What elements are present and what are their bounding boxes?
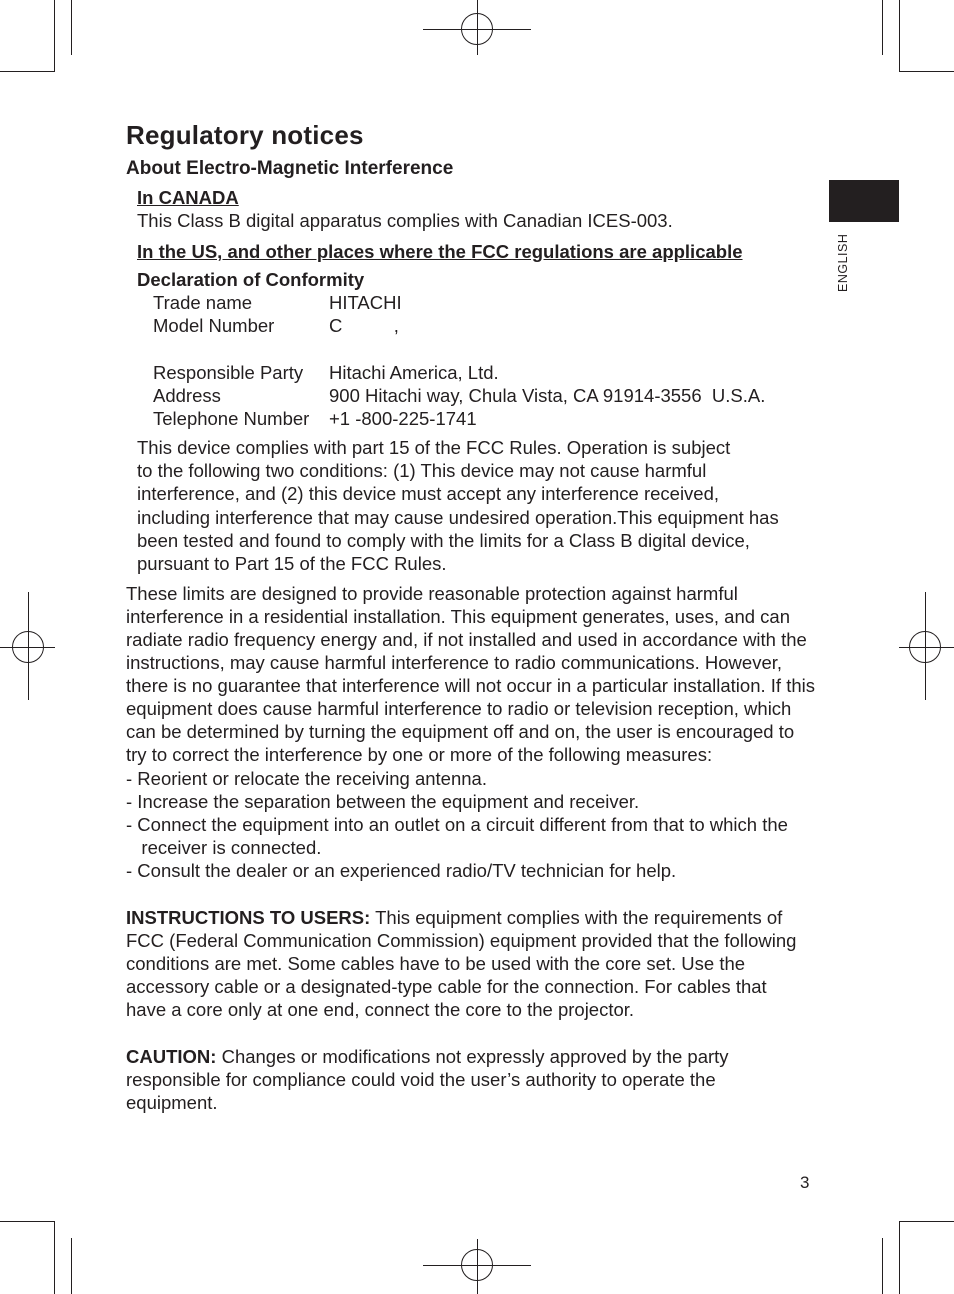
caution-label: CAUTION:	[126, 1046, 217, 1067]
row-value: HITACHI	[329, 292, 402, 313]
row-value: C ,	[329, 315, 399, 336]
paragraph-line: been tested and found to comply with the limits for a Class B digital device,	[137, 530, 750, 551]
paragraph-line: This device complies with part 15 of the FCC Rules. Operation is subject	[137, 437, 731, 458]
paragraph-line: to the following two conditions: (1) This device may not cause harmful	[137, 460, 707, 481]
paragraph-line	[126, 1045, 729, 1068]
language-tab-label: ENGLISH	[836, 233, 850, 292]
row-value: Hitachi America, Ltd.	[329, 362, 499, 383]
list-item: - Reorient or relocate the receiving antenna.	[126, 768, 487, 789]
paragraph-line: responsible for compliance could void the user’s authority to operate the	[126, 1069, 716, 1090]
caution-first-line: Changes or modifications not expressly approved by the party	[216, 1046, 729, 1067]
page-number: 3	[800, 1173, 810, 1192]
section-heading: About Electro-Magnetic Interference	[126, 158, 454, 179]
list-item: - Consult the dealer or an experienced radio/TV technician for help.	[126, 860, 677, 881]
canada-heading: In CANADA	[137, 187, 239, 208]
paragraph-line: accessory cable or a designated-type cable for the connection. For cables that	[126, 976, 767, 997]
declaration-heading: Declaration of Conformity	[137, 269, 365, 290]
paragraph-line: equipment.	[126, 1092, 218, 1113]
paragraph-line: FCC (Federal Communication Commission) equipment provided that the following	[126, 930, 797, 951]
language-tab-marker	[829, 180, 899, 222]
paragraph-line	[126, 906, 782, 929]
paragraph-line: These limits are designed to provide reasonable protection against harmful	[126, 583, 738, 604]
instructions-label: INSTRUCTIONS TO USERS:	[126, 907, 371, 928]
row-label: Model Number	[153, 315, 275, 336]
paragraph-line: interference in a residential installation. This equipment generates, uses, and can	[126, 606, 791, 627]
paragraph-line: including interference that may cause undesired operation.This equipment has	[137, 507, 779, 528]
row-value: +1 -800-225-1741	[329, 408, 477, 429]
paragraph-line: can be determined by turning the equipment off and on, the user is encouraged to	[126, 721, 795, 742]
paragraph-line: radiate radio frequency energy and, if not installed and used in accordance with the	[126, 629, 807, 650]
paragraph-line: conditions are met. Some cables have to be used with the core set. Use the	[126, 953, 746, 974]
canada-text: This Class B digital apparatus complies with Canadian ICES-003.	[137, 210, 673, 231]
paragraph-line: instructions, may cause harmful interference to radio communications. However,	[126, 652, 783, 673]
row-label: Responsible Party	[153, 362, 304, 383]
row-label: Trade name	[153, 292, 253, 313]
paragraph-line: there is no guarantee that interference will not occur in a particular installation. If this	[126, 675, 815, 696]
row-label: Address	[153, 385, 221, 406]
row-label: Telephone Number	[153, 408, 310, 429]
paragraph-line: equipment does cause harmful interference to radio or television reception, which	[126, 698, 792, 719]
row-value: 900 Hitachi way, Chula Vista, CA 91914-3556 U.S.A.	[329, 385, 766, 406]
paragraph-line: have a core only at one end, connect the core to the projector.	[126, 999, 635, 1020]
list-item: receiver is connected.	[126, 837, 322, 858]
list-item: - Connect the equipment into an outlet on a circuit different from that to which the	[126, 814, 788, 835]
paragraph-line: interference, and (2) this device must accept any interference received,	[137, 483, 720, 504]
list-item: - Increase the separation between the equipment and receiver.	[126, 791, 640, 812]
instructions-first-line: This equipment complies with the requirements of	[370, 907, 783, 928]
paragraph-line: try to correct the interference by one or more of the following measures:	[126, 744, 713, 765]
us-heading: In the US, and other places where the FCC regulations are applicable	[137, 241, 743, 262]
paragraph-line: pursuant to Part 15 of the FCC Rules.	[137, 553, 447, 574]
page-title: Regulatory notices	[126, 120, 364, 150]
